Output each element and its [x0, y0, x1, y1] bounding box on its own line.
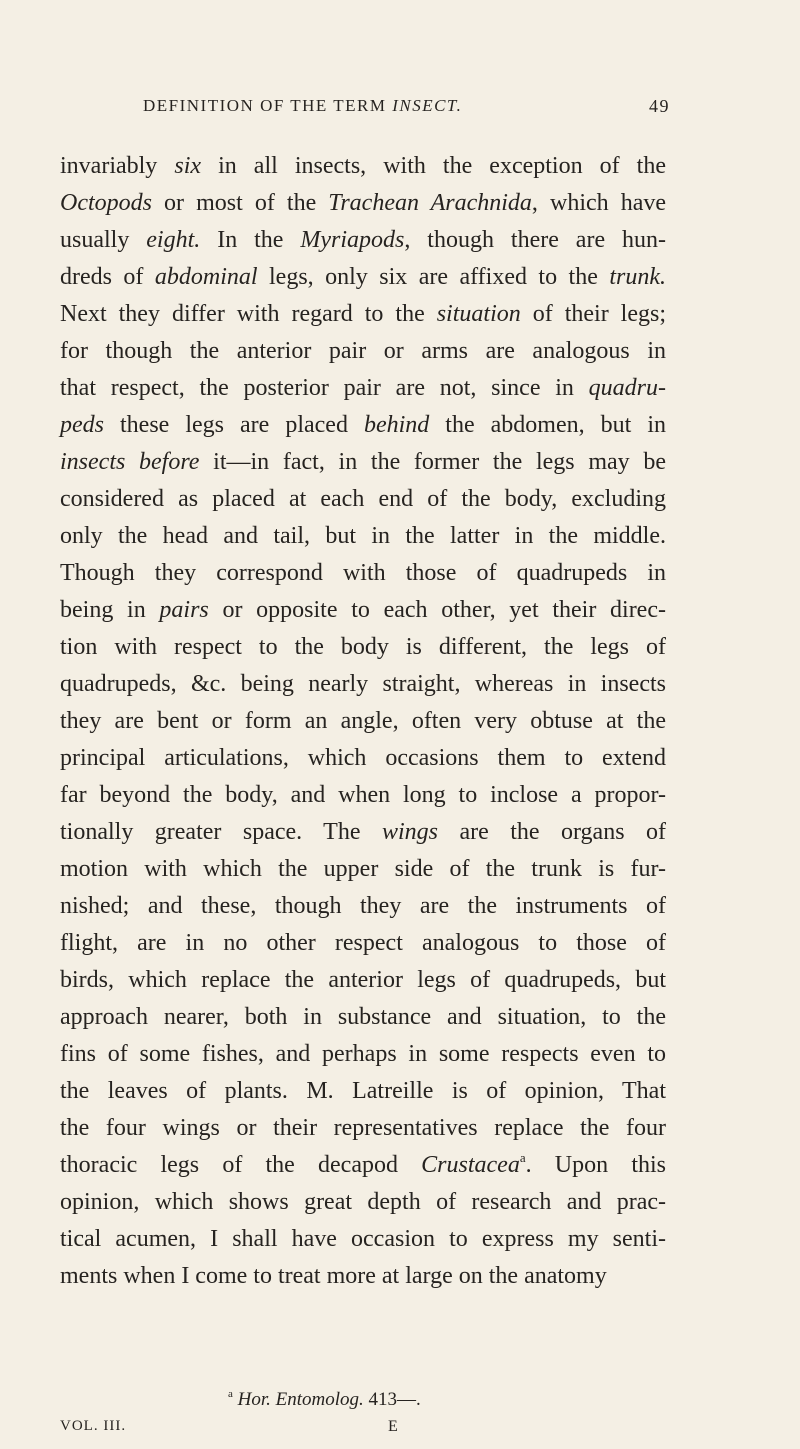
text-line	[60, 1147, 666, 1184]
text-line	[60, 925, 666, 962]
text-line	[60, 148, 666, 185]
italic-term: behind	[363, 412, 430, 438]
text-run: or most of the	[152, 190, 329, 216]
body-text	[60, 148, 666, 1295]
text-line	[60, 999, 666, 1036]
text-run: invariably	[60, 153, 175, 179]
text-line	[60, 222, 666, 259]
text-line	[60, 703, 666, 740]
text-run: , which have	[531, 190, 666, 216]
italic-term: six	[174, 153, 202, 179]
text-run: tion with respect to the body is different, the legs of	[60, 634, 666, 660]
text-line	[60, 1036, 666, 1073]
text-run: Though they correspond with those of quadrupeds in	[60, 560, 666, 586]
italic-term: wings	[381, 819, 438, 845]
text-run: the leaves of plants. M. Latreille is of opinion, That	[60, 1078, 666, 1104]
text-run: flight, are in no other respect analogous to those of	[60, 930, 666, 956]
text-run: the abdomen, but in	[429, 412, 666, 438]
text-line	[60, 407, 666, 444]
text-run: quadrupeds, &c. being nearly straight, whereas in insects	[60, 671, 666, 697]
italic-term: Myriapods	[300, 227, 405, 253]
text-run: In the	[200, 227, 301, 253]
text-line	[60, 1184, 666, 1221]
italic-term: abdominal	[154, 264, 258, 290]
text-run: tionally greater space. The	[60, 819, 382, 845]
text-line	[60, 629, 666, 666]
text-run: tical acumen, I shall have occasion to express my senti-	[60, 1226, 666, 1252]
header-title-plain: DEFINITION OF THE TERM	[143, 96, 393, 115]
text-run: it—in fact, in the former the legs may be	[199, 449, 666, 475]
text-run: fins of some fishes, and perhaps in some respects even to	[60, 1041, 666, 1067]
text-run: are the organs of	[437, 819, 666, 845]
text-run: . Upon this	[525, 1152, 666, 1178]
text-run: in all insects, with the exception of the	[201, 153, 666, 179]
text-line	[60, 259, 666, 296]
text-line	[60, 592, 666, 629]
text-run: usually	[60, 227, 147, 253]
text-run: birds, which replace the anterior legs of quadrupeds, but	[60, 967, 666, 993]
italic-term: trunk.	[609, 264, 666, 290]
text-line	[60, 518, 666, 555]
text-run: of their legs;	[520, 301, 667, 327]
header-title-italic: INSECT.	[392, 96, 463, 115]
text-line	[60, 666, 666, 703]
text-run: nished; and these, though they are the instruments of	[60, 893, 666, 919]
text-line	[60, 962, 666, 999]
text-run: the four wings or their representatives replace the four	[60, 1115, 666, 1141]
text-run: these legs are placed	[104, 412, 364, 438]
text-line	[60, 185, 666, 222]
text-line	[60, 555, 666, 592]
signature-mark: E	[388, 1418, 398, 1435]
text-line	[60, 1110, 666, 1147]
text-run: only the head and tail, but in the latter in the middle.	[60, 523, 666, 549]
footnote-marker: a	[228, 1388, 233, 1400]
text-line	[60, 1258, 666, 1295]
text-run: dreds of	[60, 264, 155, 290]
italic-term: insects before	[60, 449, 200, 475]
text-run: being in	[60, 597, 160, 623]
italic-term: Crustacea	[421, 1152, 520, 1178]
text-run: they are bent or form an angle, often very obtuse at the	[60, 708, 666, 734]
header-title	[143, 96, 462, 116]
italic-term: pairs	[159, 597, 209, 623]
text-line	[60, 370, 666, 407]
text-line	[60, 481, 666, 518]
text-run: thoracic legs of the decapod	[60, 1152, 422, 1178]
italic-term: situation	[436, 301, 521, 327]
text-run: legs, only six are affixed to the	[257, 264, 610, 290]
text-line	[60, 851, 666, 888]
page-number: 49	[649, 96, 670, 116]
text-run: motion with which the upper side of the trunk is fur-	[60, 856, 666, 882]
italic-term: peds	[60, 412, 104, 438]
text-line	[60, 444, 666, 481]
italic-term: eight.	[146, 227, 201, 253]
text-run: principal articulations, which occasions them to extend	[60, 745, 666, 771]
text-run: approach nearer, both in substance and situation, to the	[60, 1004, 666, 1030]
volume-signature: VOL. III.	[60, 1418, 127, 1434]
text-run: , though there are hun-	[404, 227, 667, 253]
text-run: opinion, which shows great depth of research and prac-	[60, 1189, 666, 1215]
text-line	[60, 814, 666, 851]
text-line	[60, 777, 666, 814]
text-line	[60, 740, 666, 777]
text-run: ments when I come to treat more at large on the anatomy	[60, 1263, 607, 1289]
italic-term: Octopods	[60, 190, 152, 216]
text-run: or opposite to each other, yet their direc-	[208, 597, 666, 623]
text-line	[60, 296, 666, 333]
text-run: far beyond the body, and when long to inclose a propor-	[60, 782, 666, 808]
text-run: for though the anterior pair or arms are analogous in	[60, 338, 666, 364]
footnote-pages: 413—.	[363, 1389, 421, 1410]
text-line	[60, 1073, 666, 1110]
text-line	[60, 888, 666, 925]
italic-term: quadru-	[588, 375, 666, 401]
text-line	[60, 333, 666, 370]
footnote-ref: a	[519, 1150, 526, 1165]
footnote	[228, 1389, 421, 1411]
text-run: considered as placed at each end of the body, excluding	[60, 486, 666, 512]
footnote-source: Hor. Entomolog.	[237, 1389, 364, 1410]
text-run: Next they differ with regard to the	[60, 301, 437, 327]
italic-term: Trachean Arachnida	[328, 190, 532, 216]
text-run: that respect, the posterior pair are not, since in	[60, 375, 589, 401]
text-line	[60, 1221, 666, 1258]
